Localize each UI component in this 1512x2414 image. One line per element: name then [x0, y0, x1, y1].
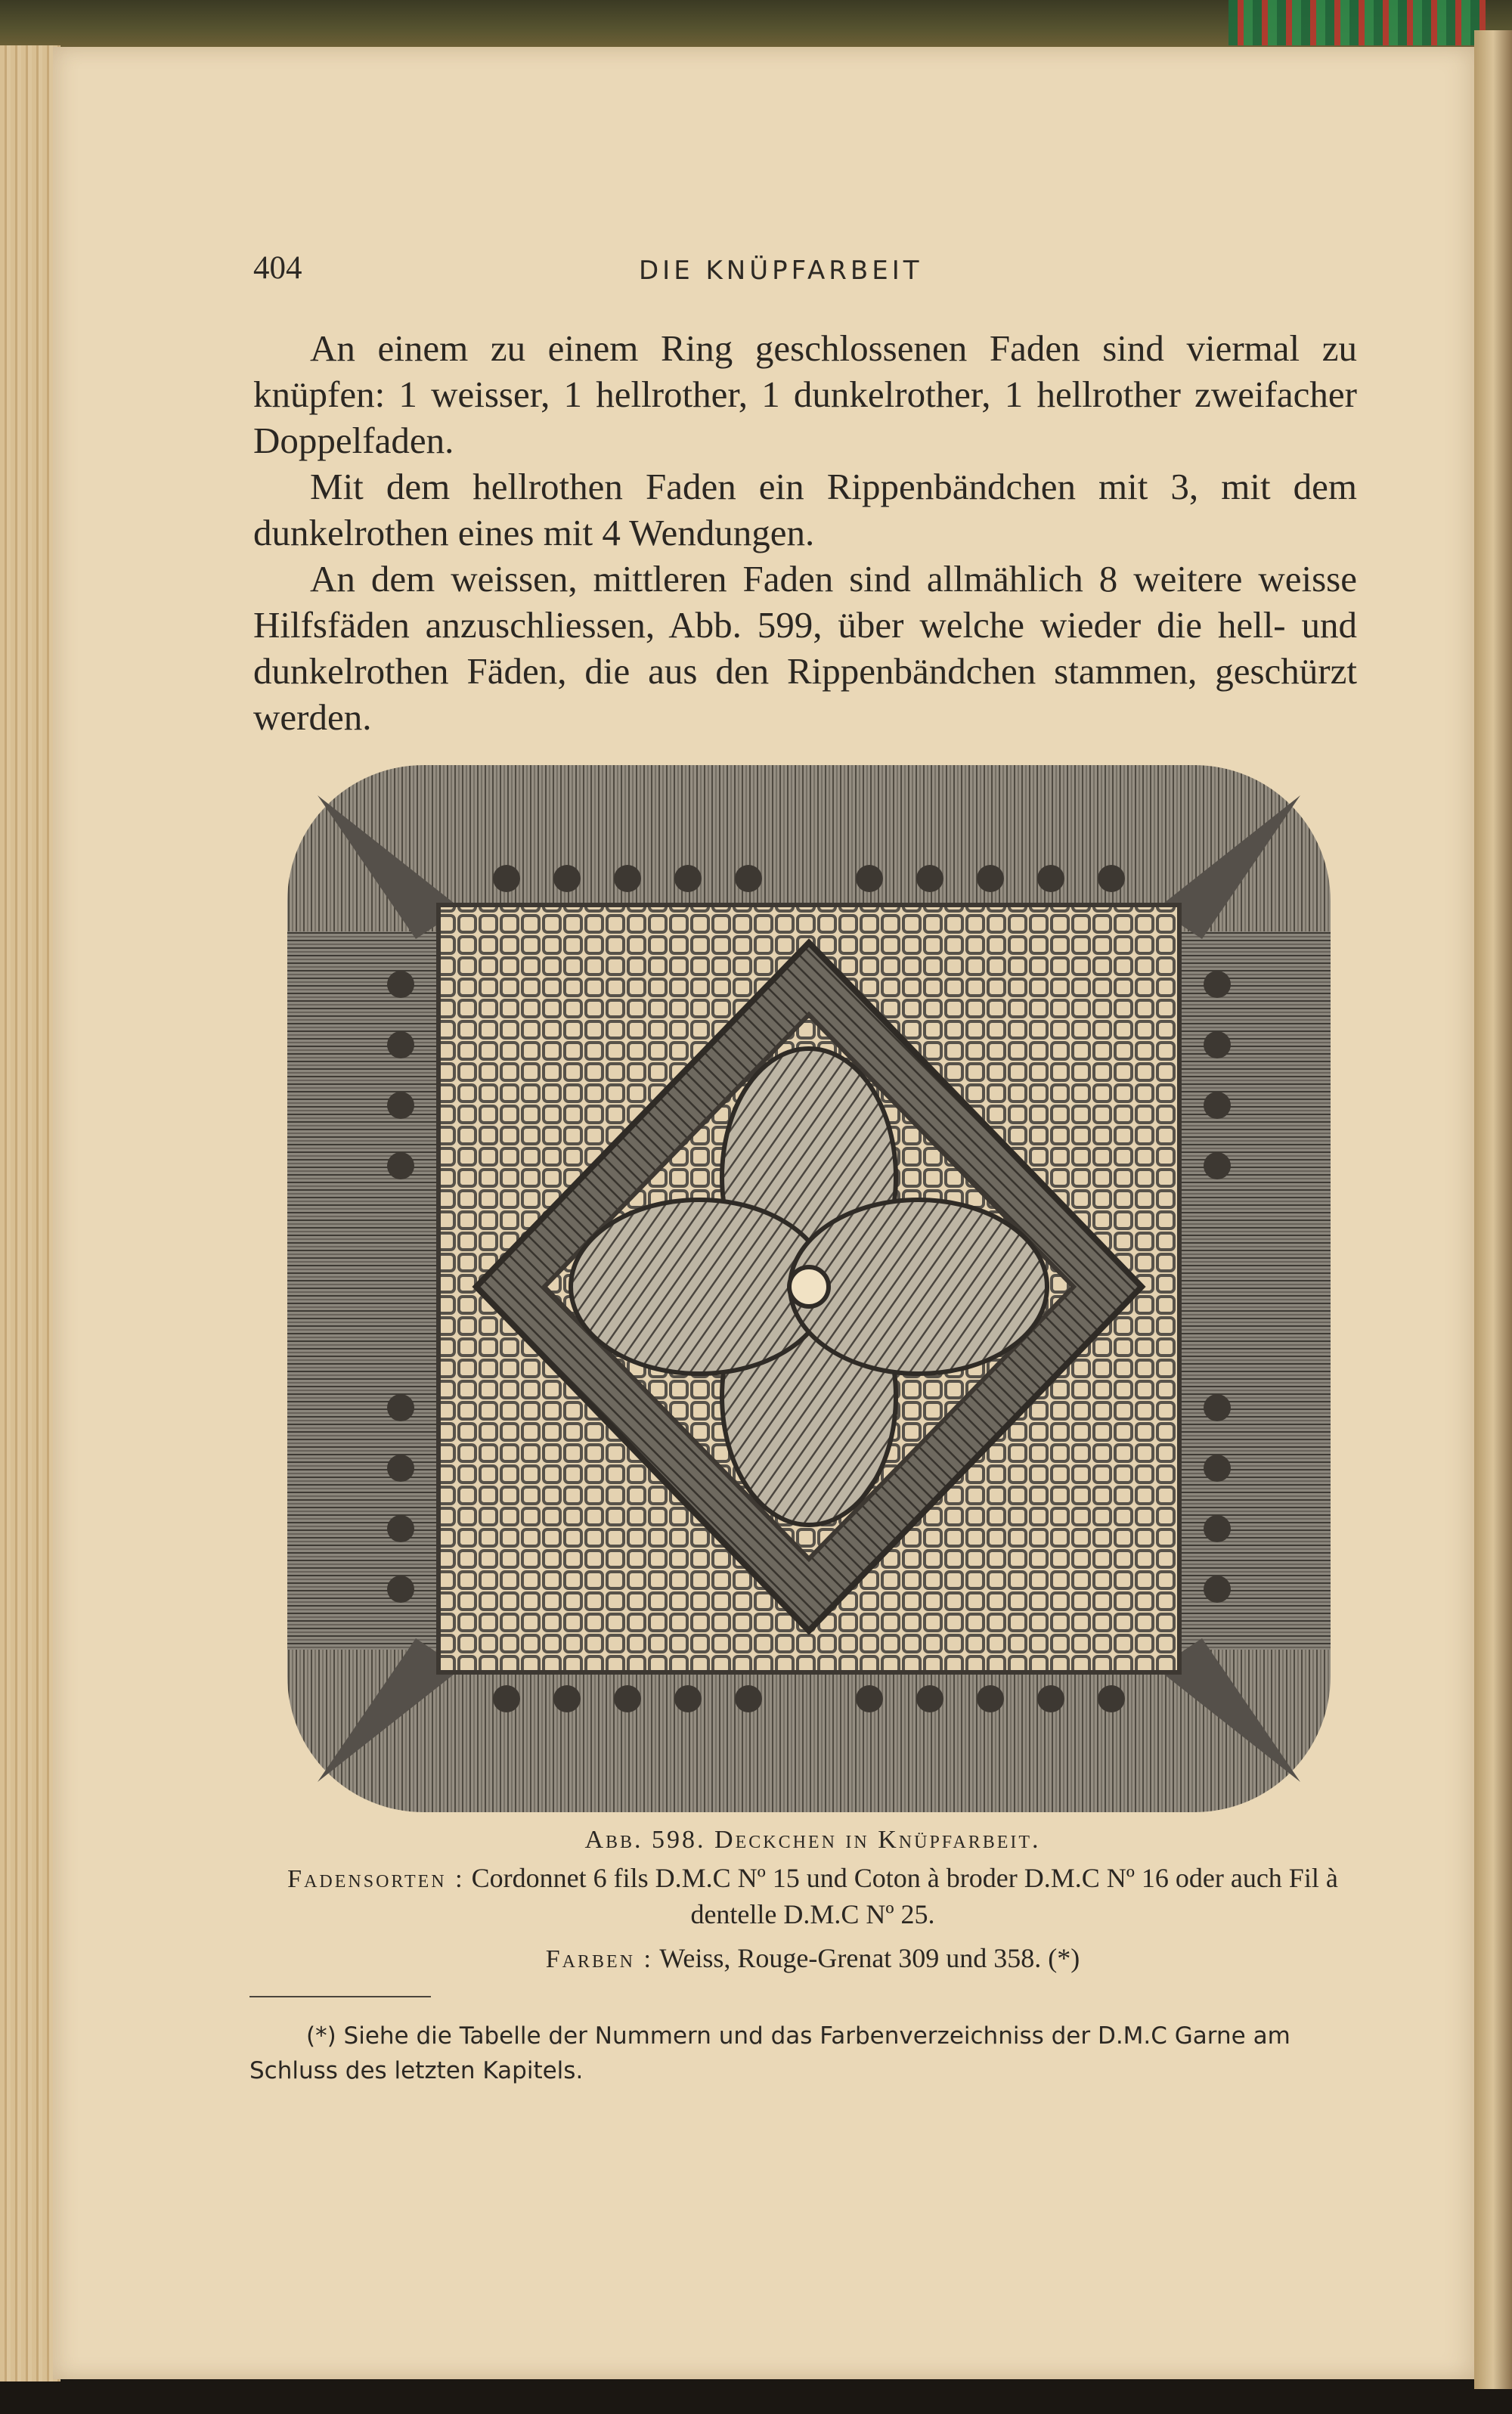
- paragraph: Mit dem hellrothen Faden ein Rippenbändchen mit 3, mit dem dunkelrothen eines mit 4 Wendungen.: [253, 466, 1357, 553]
- body-text: [253, 325, 1357, 740]
- page-number: 404: [253, 250, 302, 286]
- fringe-side-right: [1179, 931, 1331, 1650]
- footnote-rule: [249, 1996, 431, 1997]
- footnote: (*) Siehe die Tabelle der Nummern und das Farbenverzeichniss der D.M.C Garne am Schluss des letzten Kapitels.: [249, 2022, 1290, 2084]
- bookmark-ribbon: [1228, 0, 1486, 45]
- figure-caption-block: [265, 1826, 1361, 1974]
- paragraph: An dem weissen, mittleren Faden sind allmählich 8 weitere weisse Hilfsfäden anzuschliessen, Abb. 599, über welche wieder die hell- und dunkelrothen Fäden, die aus den Rippenbändchen stammen, geschürzt werden.: [253, 558, 1357, 738]
- paragraph: An einem zu einem Ring geschlossenen Faden sind viermal zu knüpfen: 1 weisser, 1 hellrother, 1 dunkelrother, 1 hellrother zweifacher Doppelfaden.: [253, 327, 1357, 461]
- materials-text: Cordonnet 6 fils D.M.C Nº 15 und Coton à broder D.M.C Nº 16 oder auch Fil à dentelle D.M.C Nº 25.: [471, 1863, 1338, 1929]
- chapter-title: DIE KNÜPFARBEIT: [639, 256, 923, 286]
- facing-page-edge: [1474, 30, 1512, 2389]
- page-stack-edge: [0, 45, 60, 2381]
- colors-line: [265, 1942, 1361, 1974]
- doily-engraving: [287, 765, 1331, 1812]
- materials-line: [265, 1861, 1361, 1932]
- colors-text: Weiss, Rouge-Grenat 309 und 358. (*): [659, 1943, 1080, 1973]
- running-head: [253, 249, 1365, 295]
- materials-label: Fadensorten :: [287, 1865, 465, 1893]
- fringe-side-left: [287, 931, 438, 1650]
- center-ring: [789, 1267, 829, 1306]
- figure-caption: Abb. 598. Deckchen in Knüpfarbeit.: [584, 1826, 1041, 1854]
- colors-label: Farben :: [545, 1945, 653, 1973]
